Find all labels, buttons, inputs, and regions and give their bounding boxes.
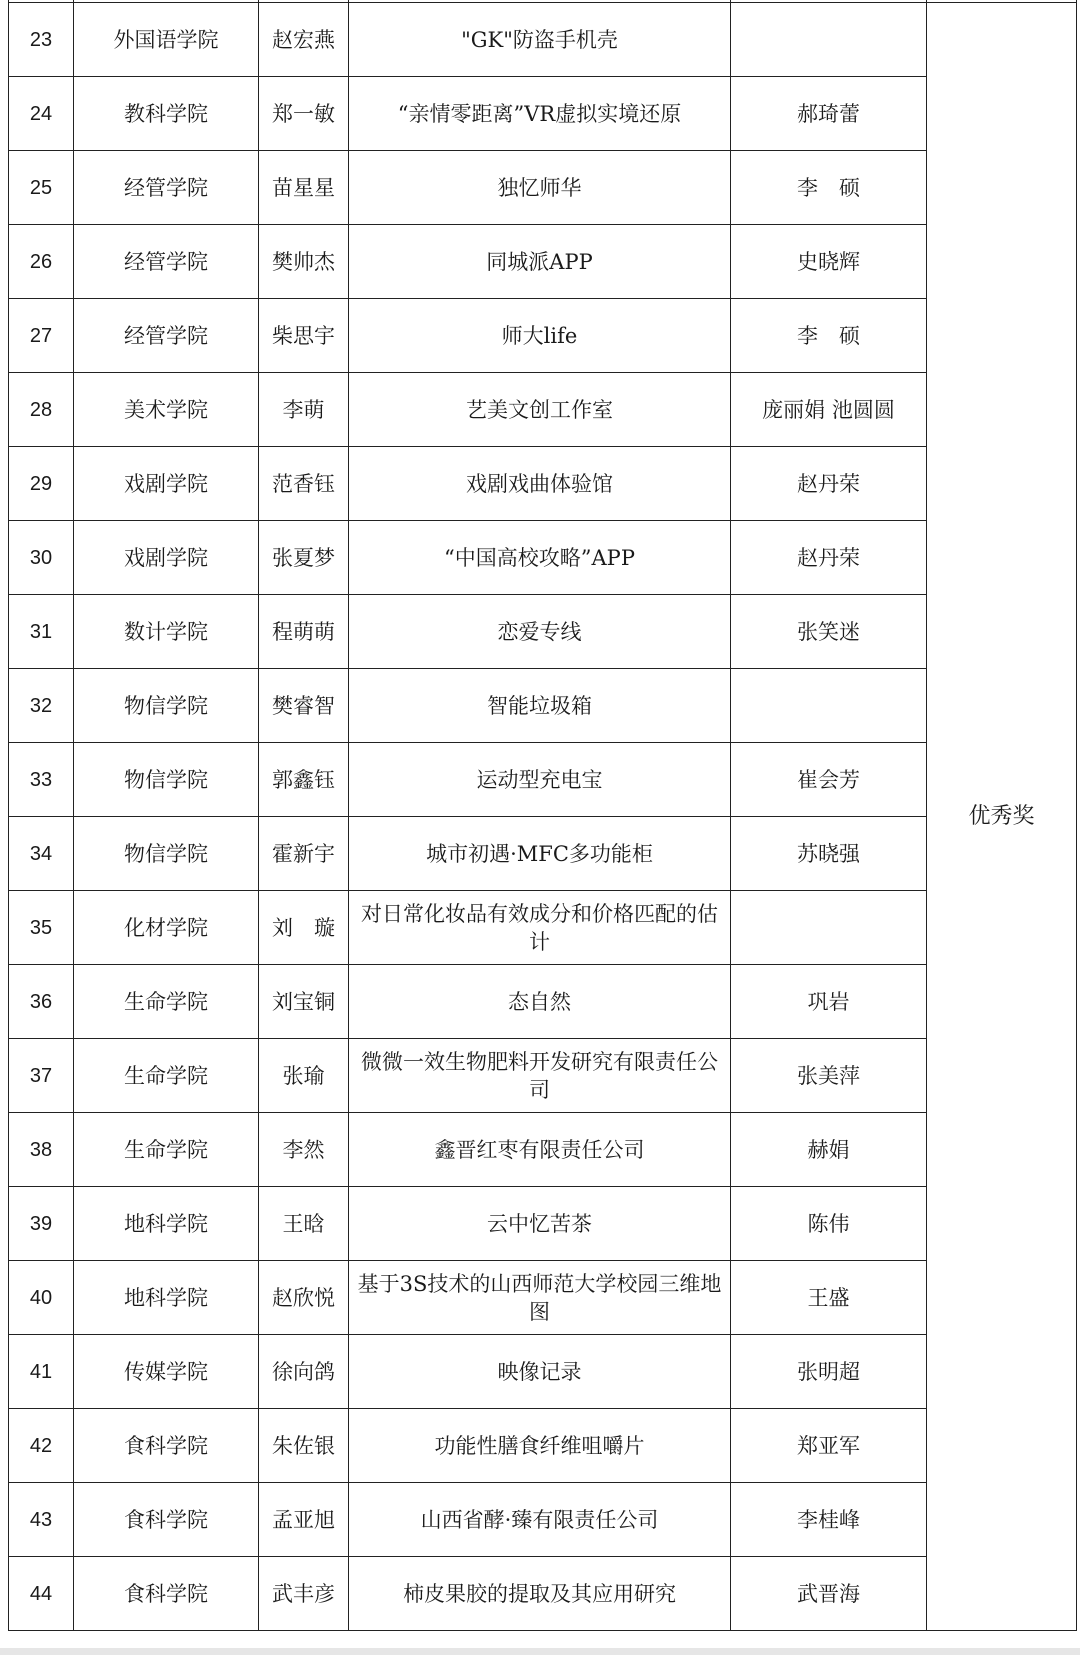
cell-student: 李萌 bbox=[259, 373, 349, 447]
cell-project: 对日常化妆品有效成分和价格匹配的估计 bbox=[349, 891, 731, 965]
cell-college: 食科学院 bbox=[74, 1409, 259, 1483]
cell-project: 山西省酵·臻有限责任公司 bbox=[349, 1483, 731, 1557]
cell-no: 40 bbox=[9, 1261, 74, 1335]
table-row bbox=[9, 965, 1077, 1039]
cell-college: 数计学院 bbox=[74, 595, 259, 669]
cell-college: 经管学院 bbox=[74, 299, 259, 373]
cell-advisor: 李桂峰 bbox=[731, 1483, 927, 1557]
cell-project: 恋爱专线 bbox=[349, 595, 731, 669]
cell-student: 范香钰 bbox=[259, 447, 349, 521]
cell-project: 同城派APP bbox=[349, 225, 731, 299]
cell-no: 39 bbox=[9, 1187, 74, 1261]
table-row bbox=[9, 743, 1077, 817]
cell-student: 程萌萌 bbox=[259, 595, 349, 669]
cell-no: 29 bbox=[9, 447, 74, 521]
table-row bbox=[9, 1483, 1077, 1557]
cell-no: 37 bbox=[9, 1039, 74, 1113]
cell-college: 经管学院 bbox=[74, 225, 259, 299]
cell-advisor: 李 硕 bbox=[731, 299, 927, 373]
cell-no: 43 bbox=[9, 1483, 74, 1557]
cell-student: 刘宝铜 bbox=[259, 965, 349, 1039]
table-row bbox=[9, 299, 1077, 373]
cell-project: 态自然 bbox=[349, 965, 731, 1039]
cell-advisor: 郑亚军 bbox=[731, 1409, 927, 1483]
cell-college: 戏剧学院 bbox=[74, 447, 259, 521]
cell-advisor bbox=[731, 891, 927, 965]
cell-advisor: 张美萍 bbox=[731, 1039, 927, 1113]
cell-advisor: 李 硕 bbox=[731, 151, 927, 225]
cell-college: 物信学院 bbox=[74, 743, 259, 817]
cell-advisor: 王盛 bbox=[731, 1261, 927, 1335]
cell-college: 生命学院 bbox=[74, 965, 259, 1039]
bottom-edge bbox=[0, 1648, 1080, 1655]
table-body bbox=[9, 0, 1077, 1631]
cell-no: 30 bbox=[9, 521, 74, 595]
cell-advisor bbox=[731, 669, 927, 743]
cell-advisor: 史晓辉 bbox=[731, 225, 927, 299]
cell-project: 艺美文创工作室 bbox=[349, 373, 731, 447]
cell-advisor: 巩岩 bbox=[731, 965, 927, 1039]
cell-project: 城市初遇·MFC多功能柜 bbox=[349, 817, 731, 891]
cell-project: 映像记录 bbox=[349, 1335, 731, 1409]
cell-student: 霍新宇 bbox=[259, 817, 349, 891]
table-row bbox=[9, 669, 1077, 743]
cell-student: 樊帅杰 bbox=[259, 225, 349, 299]
table-row bbox=[9, 1557, 1077, 1631]
award-table-container bbox=[8, 0, 1076, 1631]
cell-student: 李然 bbox=[259, 1113, 349, 1187]
cell-college: 美术学院 bbox=[74, 373, 259, 447]
cell-advisor bbox=[731, 3, 927, 77]
cell-project: 智能垃圾箱 bbox=[349, 669, 731, 743]
cell-no: 33 bbox=[9, 743, 74, 817]
cell-project: 师大life bbox=[349, 299, 731, 373]
cell-no: 31 bbox=[9, 595, 74, 669]
cell-no: 41 bbox=[9, 1335, 74, 1409]
cell-college: 生命学院 bbox=[74, 1113, 259, 1187]
cell-project: 鑫晋红枣有限责任公司 bbox=[349, 1113, 731, 1187]
cell-advisor: 张明超 bbox=[731, 1335, 927, 1409]
table-row bbox=[9, 1187, 1077, 1261]
cell-student: 赵欣悦 bbox=[259, 1261, 349, 1335]
award-table bbox=[8, 0, 1077, 1631]
table-row bbox=[9, 1261, 1077, 1335]
cell-project: 戏剧戏曲体验馆 bbox=[349, 447, 731, 521]
cell-student: 苗星星 bbox=[259, 151, 349, 225]
table-row bbox=[9, 447, 1077, 521]
table-row bbox=[9, 225, 1077, 299]
cell-advisor: 苏晓强 bbox=[731, 817, 927, 891]
cell-college: 生命学院 bbox=[74, 1039, 259, 1113]
cell-no: 38 bbox=[9, 1113, 74, 1187]
table-row bbox=[9, 595, 1077, 669]
cell-college: 物信学院 bbox=[74, 669, 259, 743]
cell-no: 28 bbox=[9, 373, 74, 447]
table-row bbox=[9, 521, 1077, 595]
cell-student: 张夏梦 bbox=[259, 521, 349, 595]
cell-advisor: 张笑迷 bbox=[731, 595, 927, 669]
cell-student: 朱佐银 bbox=[259, 1409, 349, 1483]
table-row bbox=[9, 1409, 1077, 1483]
cell-student: 郑一敏 bbox=[259, 77, 349, 151]
table-row bbox=[9, 151, 1077, 225]
cell-advisor: 赵丹荣 bbox=[731, 447, 927, 521]
table-row bbox=[9, 77, 1077, 151]
cell-no: 26 bbox=[9, 225, 74, 299]
cell-no: 25 bbox=[9, 151, 74, 225]
cell-project: 基于3S技术的山西师范大学校园三维地图 bbox=[349, 1261, 731, 1335]
cell-project: 运动型充电宝 bbox=[349, 743, 731, 817]
table-row bbox=[9, 1113, 1077, 1187]
cell-advisor: 庞丽娟 池圆圆 bbox=[731, 373, 927, 447]
cell-no: 42 bbox=[9, 1409, 74, 1483]
cell-student: 柴思宇 bbox=[259, 299, 349, 373]
cell-no: 35 bbox=[9, 891, 74, 965]
cell-advisor: 郝琦蕾 bbox=[731, 77, 927, 151]
cell-advisor: 崔会芳 bbox=[731, 743, 927, 817]
cell-student: 樊睿智 bbox=[259, 669, 349, 743]
cell-student: 刘 璇 bbox=[259, 891, 349, 965]
cell-student: 武丰彦 bbox=[259, 1557, 349, 1631]
cell-project: 独忆师华 bbox=[349, 151, 731, 225]
award-level-cell: 优秀奖 bbox=[927, 3, 1077, 1631]
cell-college: 经管学院 bbox=[74, 151, 259, 225]
cell-advisor: 武晋海 bbox=[731, 1557, 927, 1631]
table-row bbox=[9, 1335, 1077, 1409]
cell-advisor: 陈伟 bbox=[731, 1187, 927, 1261]
cell-college: 外国语学院 bbox=[74, 3, 259, 77]
cell-college: 食科学院 bbox=[74, 1557, 259, 1631]
cell-college: 教科学院 bbox=[74, 77, 259, 151]
table-row bbox=[9, 891, 1077, 965]
cell-project: "GK"防盗手机壳 bbox=[349, 3, 731, 77]
cell-college: 地科学院 bbox=[74, 1187, 259, 1261]
cell-advisor: 赫娟 bbox=[731, 1113, 927, 1187]
cell-no: 27 bbox=[9, 299, 74, 373]
table-row bbox=[9, 3, 1077, 77]
cell-student: 郭鑫钰 bbox=[259, 743, 349, 817]
cell-college: 化材学院 bbox=[74, 891, 259, 965]
cell-project: 柿皮果胶的提取及其应用研究 bbox=[349, 1557, 731, 1631]
cell-college: 物信学院 bbox=[74, 817, 259, 891]
cell-student: 徐向鸽 bbox=[259, 1335, 349, 1409]
cell-college: 食科学院 bbox=[74, 1483, 259, 1557]
cell-no: 23 bbox=[9, 3, 74, 77]
cell-project: “亲情零距离”VR虚拟实境还原 bbox=[349, 77, 731, 151]
cell-college: 地科学院 bbox=[74, 1261, 259, 1335]
cell-student: 王晗 bbox=[259, 1187, 349, 1261]
cell-no: 34 bbox=[9, 817, 74, 891]
cell-project: 功能性膳食纤维咀嚼片 bbox=[349, 1409, 731, 1483]
cell-college: 戏剧学院 bbox=[74, 521, 259, 595]
cell-no: 24 bbox=[9, 77, 74, 151]
cell-no: 44 bbox=[9, 1557, 74, 1631]
table-row bbox=[9, 817, 1077, 891]
cell-project: 微微一效生物肥料开发研究有限责任公司 bbox=[349, 1039, 731, 1113]
table-row bbox=[9, 373, 1077, 447]
cell-project: “中国高校攻略”APP bbox=[349, 521, 731, 595]
cell-project: 云中忆苦茶 bbox=[349, 1187, 731, 1261]
cell-student: 孟亚旭 bbox=[259, 1483, 349, 1557]
cell-advisor: 赵丹荣 bbox=[731, 521, 927, 595]
table-row bbox=[9, 1039, 1077, 1113]
cell-college: 传媒学院 bbox=[74, 1335, 259, 1409]
cell-student: 赵宏燕 bbox=[259, 3, 349, 77]
cell-no: 36 bbox=[9, 965, 74, 1039]
cell-student: 张瑜 bbox=[259, 1039, 349, 1113]
cell-no: 32 bbox=[9, 669, 74, 743]
